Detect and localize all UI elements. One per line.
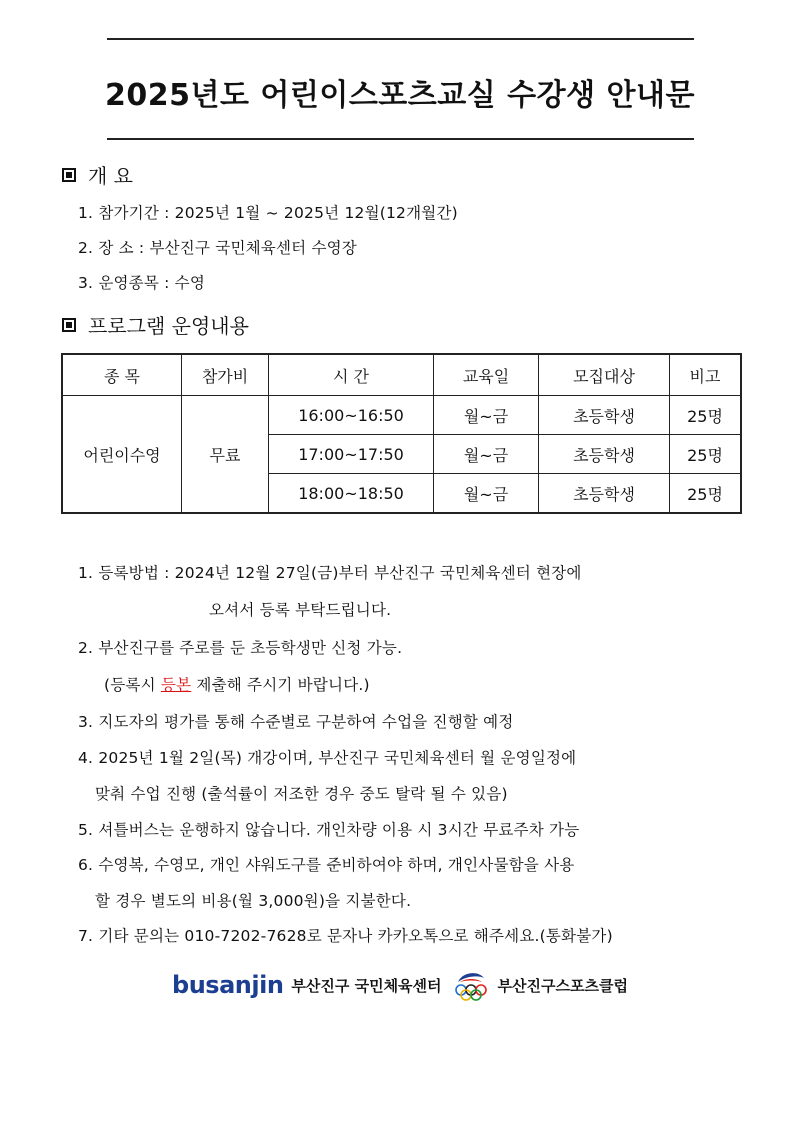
table-row <box>62 396 741 435</box>
note-2-suffix: 제출해 주시기 바랍니다.) <box>191 676 370 694</box>
top-rule <box>107 38 694 40</box>
target-cell: 초등학생 <box>539 396 670 435</box>
table-header: 비고 <box>670 354 742 396</box>
note-1-line-2: 오셔서 등록 부탁드립니다. <box>209 601 392 619</box>
note-6-line-2: 할 경우 별도의 비용(월 3,000원)을 지불한다. <box>95 892 412 910</box>
club-name: 부산진구스포츠클럽 <box>497 976 628 995</box>
page-title: 2025년도 어린이스포츠교실 수강생 안내문 <box>104 78 695 113</box>
footer-logos <box>0 968 800 1002</box>
note-2-highlight: 등본 <box>160 676 192 694</box>
table-header: 시 간 <box>269 354 434 396</box>
note-2-line-2 <box>104 673 370 695</box>
overview-item-sport: 3. 운영종목 : 수영 <box>78 274 206 292</box>
section-overview-heading <box>62 160 133 189</box>
note-2-prefix: (등록시 <box>104 676 161 694</box>
note-1-line-1: 1. 등록방법 : 2024년 12월 27일(금)부터 부산진구 국민체육센터 현장에 <box>78 564 582 582</box>
title-bottom-rule <box>107 138 694 140</box>
note-2-line-1: 2. 부산진구를 주로를 둔 초등학생만 신청 가능. <box>78 639 403 657</box>
overview-item-period: 1. 참가기간 : 2025년 1월 ~ 2025년 12월(12개월간) <box>78 204 458 222</box>
days-cell: 월~금 <box>434 396 539 435</box>
busanjin-logo: busanjin <box>172 971 284 999</box>
table-header: 모집대상 <box>539 354 670 396</box>
table-header-row <box>62 354 741 396</box>
table-header: 참가비 <box>182 354 269 396</box>
days-cell: 월~금 <box>434 435 539 474</box>
note-5: 5. 셔틀버스는 운행하지 않습니다. 개인차량 이용 시 3시간 무료주차 가능 <box>78 821 580 839</box>
note-6-line-1: 6. 수영복, 수영모, 개인 샤워도구를 준비하여야 하며, 개인사물함을 사용 <box>78 856 575 874</box>
note-cell: 25명 <box>670 474 742 514</box>
note-3: 3. 지도자의 평가를 통해 수준별로 구분하여 수업을 진행할 예정 <box>78 713 514 731</box>
table-header: 교육일 <box>434 354 539 396</box>
section-overview-title: 개 요 <box>88 164 133 188</box>
note-7: 7. 기타 문의는 010-7202-7628로 문자나 카카오톡으로 해주세요.(통화불가) <box>78 927 613 945</box>
note-cell: 25명 <box>670 396 742 435</box>
checkbox-square-icon <box>62 168 76 182</box>
note-4-line-1: 4. 2025년 1월 2일(목) 개강이며, 부산진구 국민체육센터 월 운영일정에 <box>78 749 577 767</box>
center-name: 부산진구 국민체육센터 <box>291 976 442 995</box>
sports-club-emblem-icon <box>452 968 490 1002</box>
overview-item-place: 2. 장 소 : 부산진구 국민체육센터 수영장 <box>78 239 357 257</box>
checkbox-square-icon <box>62 318 76 332</box>
target-cell: 초등학생 <box>539 474 670 514</box>
program-table <box>61 353 742 514</box>
time-cell: 18:00~18:50 <box>269 474 434 514</box>
time-cell: 16:00~16:50 <box>269 396 434 435</box>
fee-cell: 무료 <box>182 396 269 514</box>
time-cell: 17:00~17:50 <box>269 435 434 474</box>
target-cell: 초등학생 <box>539 435 670 474</box>
section-program-title: 프로그램 운영내용 <box>88 314 249 338</box>
note-4-line-2: 맞춰 수업 진행 (출석률이 저조한 경우 중도 탈락 될 수 있음) <box>95 785 508 803</box>
days-cell: 월~금 <box>434 474 539 514</box>
section-program-heading <box>62 310 249 339</box>
table-header: 종 목 <box>62 354 182 396</box>
note-cell: 25명 <box>670 435 742 474</box>
program-cell: 어린이수영 <box>62 396 182 514</box>
